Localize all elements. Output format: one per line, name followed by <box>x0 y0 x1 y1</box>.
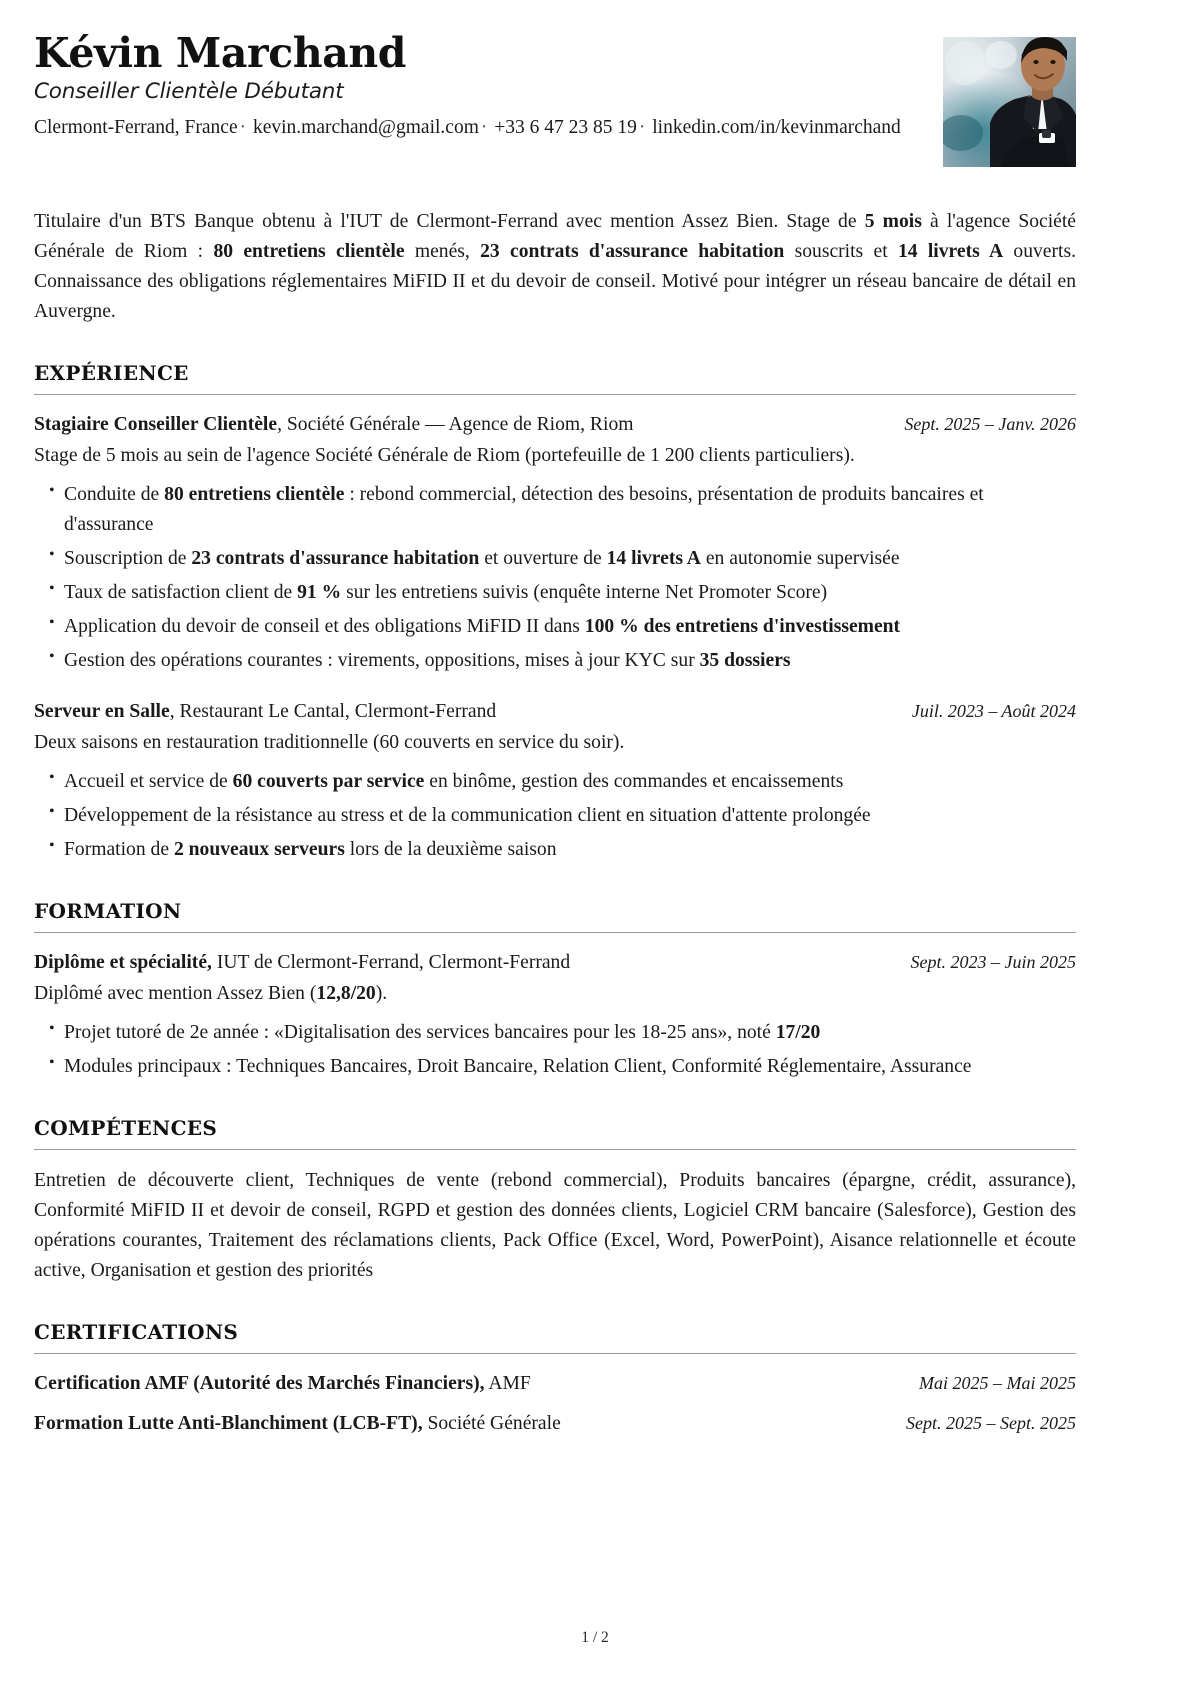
entry-header <box>34 949 1076 977</box>
emphasis-text: 14 livrets A <box>606 548 701 569</box>
body-text: Souscription de <box>64 548 192 569</box>
resume-header <box>34 29 1076 182</box>
section-title-education: FORMATION <box>34 898 182 923</box>
certification-date: Mai 2025 – Mai 2025 <box>919 1372 1076 1393</box>
body-text: : rebond commercial, détection des besoins, présentation de produits bancaires et d'assurance <box>64 484 984 536</box>
resume-entry <box>34 698 1076 865</box>
section-certifications <box>34 1320 1076 1439</box>
body-text: et ouverture de <box>479 548 607 569</box>
certification-row <box>34 1410 1076 1438</box>
contact-phone[interactable]: +33 6 47 23 85 19 <box>494 117 637 139</box>
resume-entry <box>34 949 1076 1082</box>
entry-organisation: , Société Générale — Agence de Riom, Riom <box>277 413 634 435</box>
body-text: menés, <box>404 240 481 262</box>
section-title-certifications: CERTIFICATIONS <box>34 1319 239 1344</box>
bullet-item <box>34 801 1076 831</box>
entry-date: Sept. 2023 – Juin 2025 <box>910 951 1076 972</box>
emphasis-text: 14 livrets A <box>897 240 1004 262</box>
entry-date: Sept. 2025 – Janv. 2026 <box>904 413 1076 434</box>
body-text: Modules principaux : Techniques Bancaires, Droit Bancaire, Relation Client, Conformité Réglementaire, Assurance <box>64 1056 972 1078</box>
body-text: Diplômé avec mention Assez Bien ( <box>34 983 317 1005</box>
experience-entry-list <box>34 411 1076 865</box>
emphasis-text: 100 % des entretiens d'investissement <box>584 615 901 637</box>
bullet-item <box>34 480 1076 540</box>
emphasis-text: 17/20 <box>775 1022 821 1044</box>
emphasis-text: 23 contrats d'assurance habitation <box>480 240 785 262</box>
section-title-experience: EXPÉRIENCE <box>34 360 189 385</box>
contact-separator-1: · <box>239 117 247 139</box>
certification-title: Certification AMF (Autorité des Marchés Financiers), <box>34 1372 485 1394</box>
entry-date: Juil. 2023 – Août 2024 <box>911 700 1076 721</box>
emphasis-text: 91 % <box>297 581 342 603</box>
section-divider-experience <box>34 394 1076 395</box>
candidate-title: Conseiller Clientèle Débutant <box>34 78 344 104</box>
body-text: ). <box>375 983 388 1005</box>
certification-name <box>34 1410 561 1438</box>
professional-summary <box>34 207 1076 327</box>
resume-entry <box>34 411 1076 676</box>
bullet-item <box>34 646 1076 676</box>
page-footer: 1 / 2 <box>581 1629 609 1646</box>
section-skills <box>34 1116 1076 1286</box>
emphasis-text: 35 dossiers <box>699 649 791 671</box>
emphasis-text: 60 couverts par service <box>232 771 425 793</box>
contact-linkedin[interactable]: linkedin.com/in/kevinmarchand <box>652 117 901 139</box>
bullet-item <box>34 1018 1076 1048</box>
emphasis-text: 23 contrats d'assurance habitation <box>191 548 480 569</box>
entry-header <box>34 698 1076 726</box>
entry-bullet-list <box>34 767 1076 865</box>
entry-role: Serveur en Salle <box>34 700 170 722</box>
emphasis-text: 12,8/20 <box>316 983 376 1005</box>
entry-bullet-list <box>34 480 1076 676</box>
contact-location: Clermont-Ferrand, France <box>34 117 238 139</box>
body-text: Accueil et service de <box>64 771 233 793</box>
certification-issuer: AMF <box>484 1372 531 1394</box>
body-text: Formation de <box>64 839 174 860</box>
body-text: lors de la deuxième saison <box>344 839 557 860</box>
emphasis-text: 5 mois <box>864 211 922 232</box>
contact-separator-3: · <box>638 117 646 139</box>
bullet-item <box>34 1052 1076 1082</box>
body-text: Taux de satisfaction client de <box>64 581 298 603</box>
emphasis-text: 2 nouveaux serveurs <box>173 839 345 860</box>
section-divider-skills <box>34 1149 1076 1150</box>
certification-row <box>34 1370 1076 1398</box>
entry-organisation: IUT de Clermont-Ferrand, Clermont-Ferrand <box>211 951 571 973</box>
contact-line <box>34 113 914 143</box>
bullet-item <box>34 835 1076 865</box>
skills-body: Entretien de découverte client, Techniques de vente (rebond commercial), Produits bancaires (épargne, crédit, assurance), Conformité MiFID II et devoir de conseil, RGPD et gestion des données clients, Logiciel CRM bancaire (Salesforce), Gestion des opérations courantes, Traitement des réclamations clients, Pack Office (Excel, Word, PowerPoint), Aisance relationnelle et écoute active, Organisation et gestion des priorités <box>34 1170 1076 1281</box>
bullet-item <box>34 544 1076 574</box>
entry-organisation: , Restaurant Le Cantal, Clermont-Ferrand <box>169 700 497 722</box>
body-text: souscrits et <box>784 240 898 262</box>
entry-bullet-list <box>34 1018 1076 1082</box>
section-divider-certifications <box>34 1353 1076 1354</box>
entry-heading <box>34 411 886 439</box>
certification-name <box>34 1370 531 1398</box>
body-text: ouverts. Connaissance des obligations réglementaires MiFID II et du devoir de conseil. Motivé pour intégrer un réseau bancaire de détail en Auvergne. <box>34 240 1076 322</box>
education-entry-list <box>34 949 1076 1082</box>
contact-separator-2: · <box>480 117 488 139</box>
certification-title: Formation Lutte Anti-Blanchiment (LCB-FT), <box>34 1413 423 1435</box>
entry-description: Deux saisons en restauration traditionnelle (60 couverts en service du soir). <box>34 732 625 754</box>
entry-role: Stagiaire Conseiller Clientèle <box>34 413 278 435</box>
section-education <box>34 899 1076 1082</box>
certification-issuer: Société Générale <box>422 1413 561 1435</box>
emphasis-text: 80 entretiens clientèle <box>213 240 405 262</box>
section-divider-education <box>34 932 1076 933</box>
section-experience <box>34 361 1076 865</box>
body-text: Titulaire d'un BTS Banque obtenu à l'IUT de Clermont-Ferrand avec mention Assez Bien. Stage de <box>34 211 865 232</box>
candidate-name: Kévin Marchand <box>34 29 407 77</box>
contact-email[interactable]: kevin.marchand@gmail.com <box>252 117 479 139</box>
entry-role: Diplôme et spécialité, <box>34 951 212 973</box>
entry-header <box>34 411 1076 439</box>
body-text: à l'agence Société Générale de Riom : <box>34 211 1077 262</box>
certification-date: Sept. 2025 – Sept. 2025 <box>906 1413 1076 1434</box>
entry-description: Stage de 5 mois au sein de l'agence Société Générale de Riom (portefeuille de 1 200 clients particuliers). <box>34 445 855 467</box>
bullet-item <box>34 612 1076 642</box>
emphasis-text: 80 entretiens clientèle <box>164 484 345 506</box>
bullet-item <box>34 578 1076 608</box>
profile-photo-image <box>943 37 1076 167</box>
entry-description <box>34 979 1076 1009</box>
bullet-item <box>34 767 1076 797</box>
profile-photo <box>943 37 1076 167</box>
body-text: Conduite de <box>64 484 165 506</box>
certification-list <box>34 1370 1076 1439</box>
body-text: en binôme, gestion des commandes et encaissements <box>424 771 844 793</box>
body-text: en autonomie supervisée <box>700 548 900 569</box>
entry-heading <box>34 949 893 977</box>
body-text: sur les entretiens suivis (enquête interne Net Promoter Score) <box>341 581 828 603</box>
body-text: Projet tutoré de 2e année : «Digitalisation des services bancaires pour les 18-25 ans», noté <box>64 1022 776 1044</box>
body-text: Développement de la résistance au stress et de la communication client en situation d'attente prolongée <box>64 805 871 827</box>
entry-heading <box>34 698 894 726</box>
body-text: Gestion des opérations courantes : virements, oppositions, mises à jour KYC sur <box>64 649 700 671</box>
section-title-skills: COMPÉTENCES <box>34 1116 218 1141</box>
body-text: Application du devoir de conseil et des obligations MiFID II dans <box>64 615 585 637</box>
